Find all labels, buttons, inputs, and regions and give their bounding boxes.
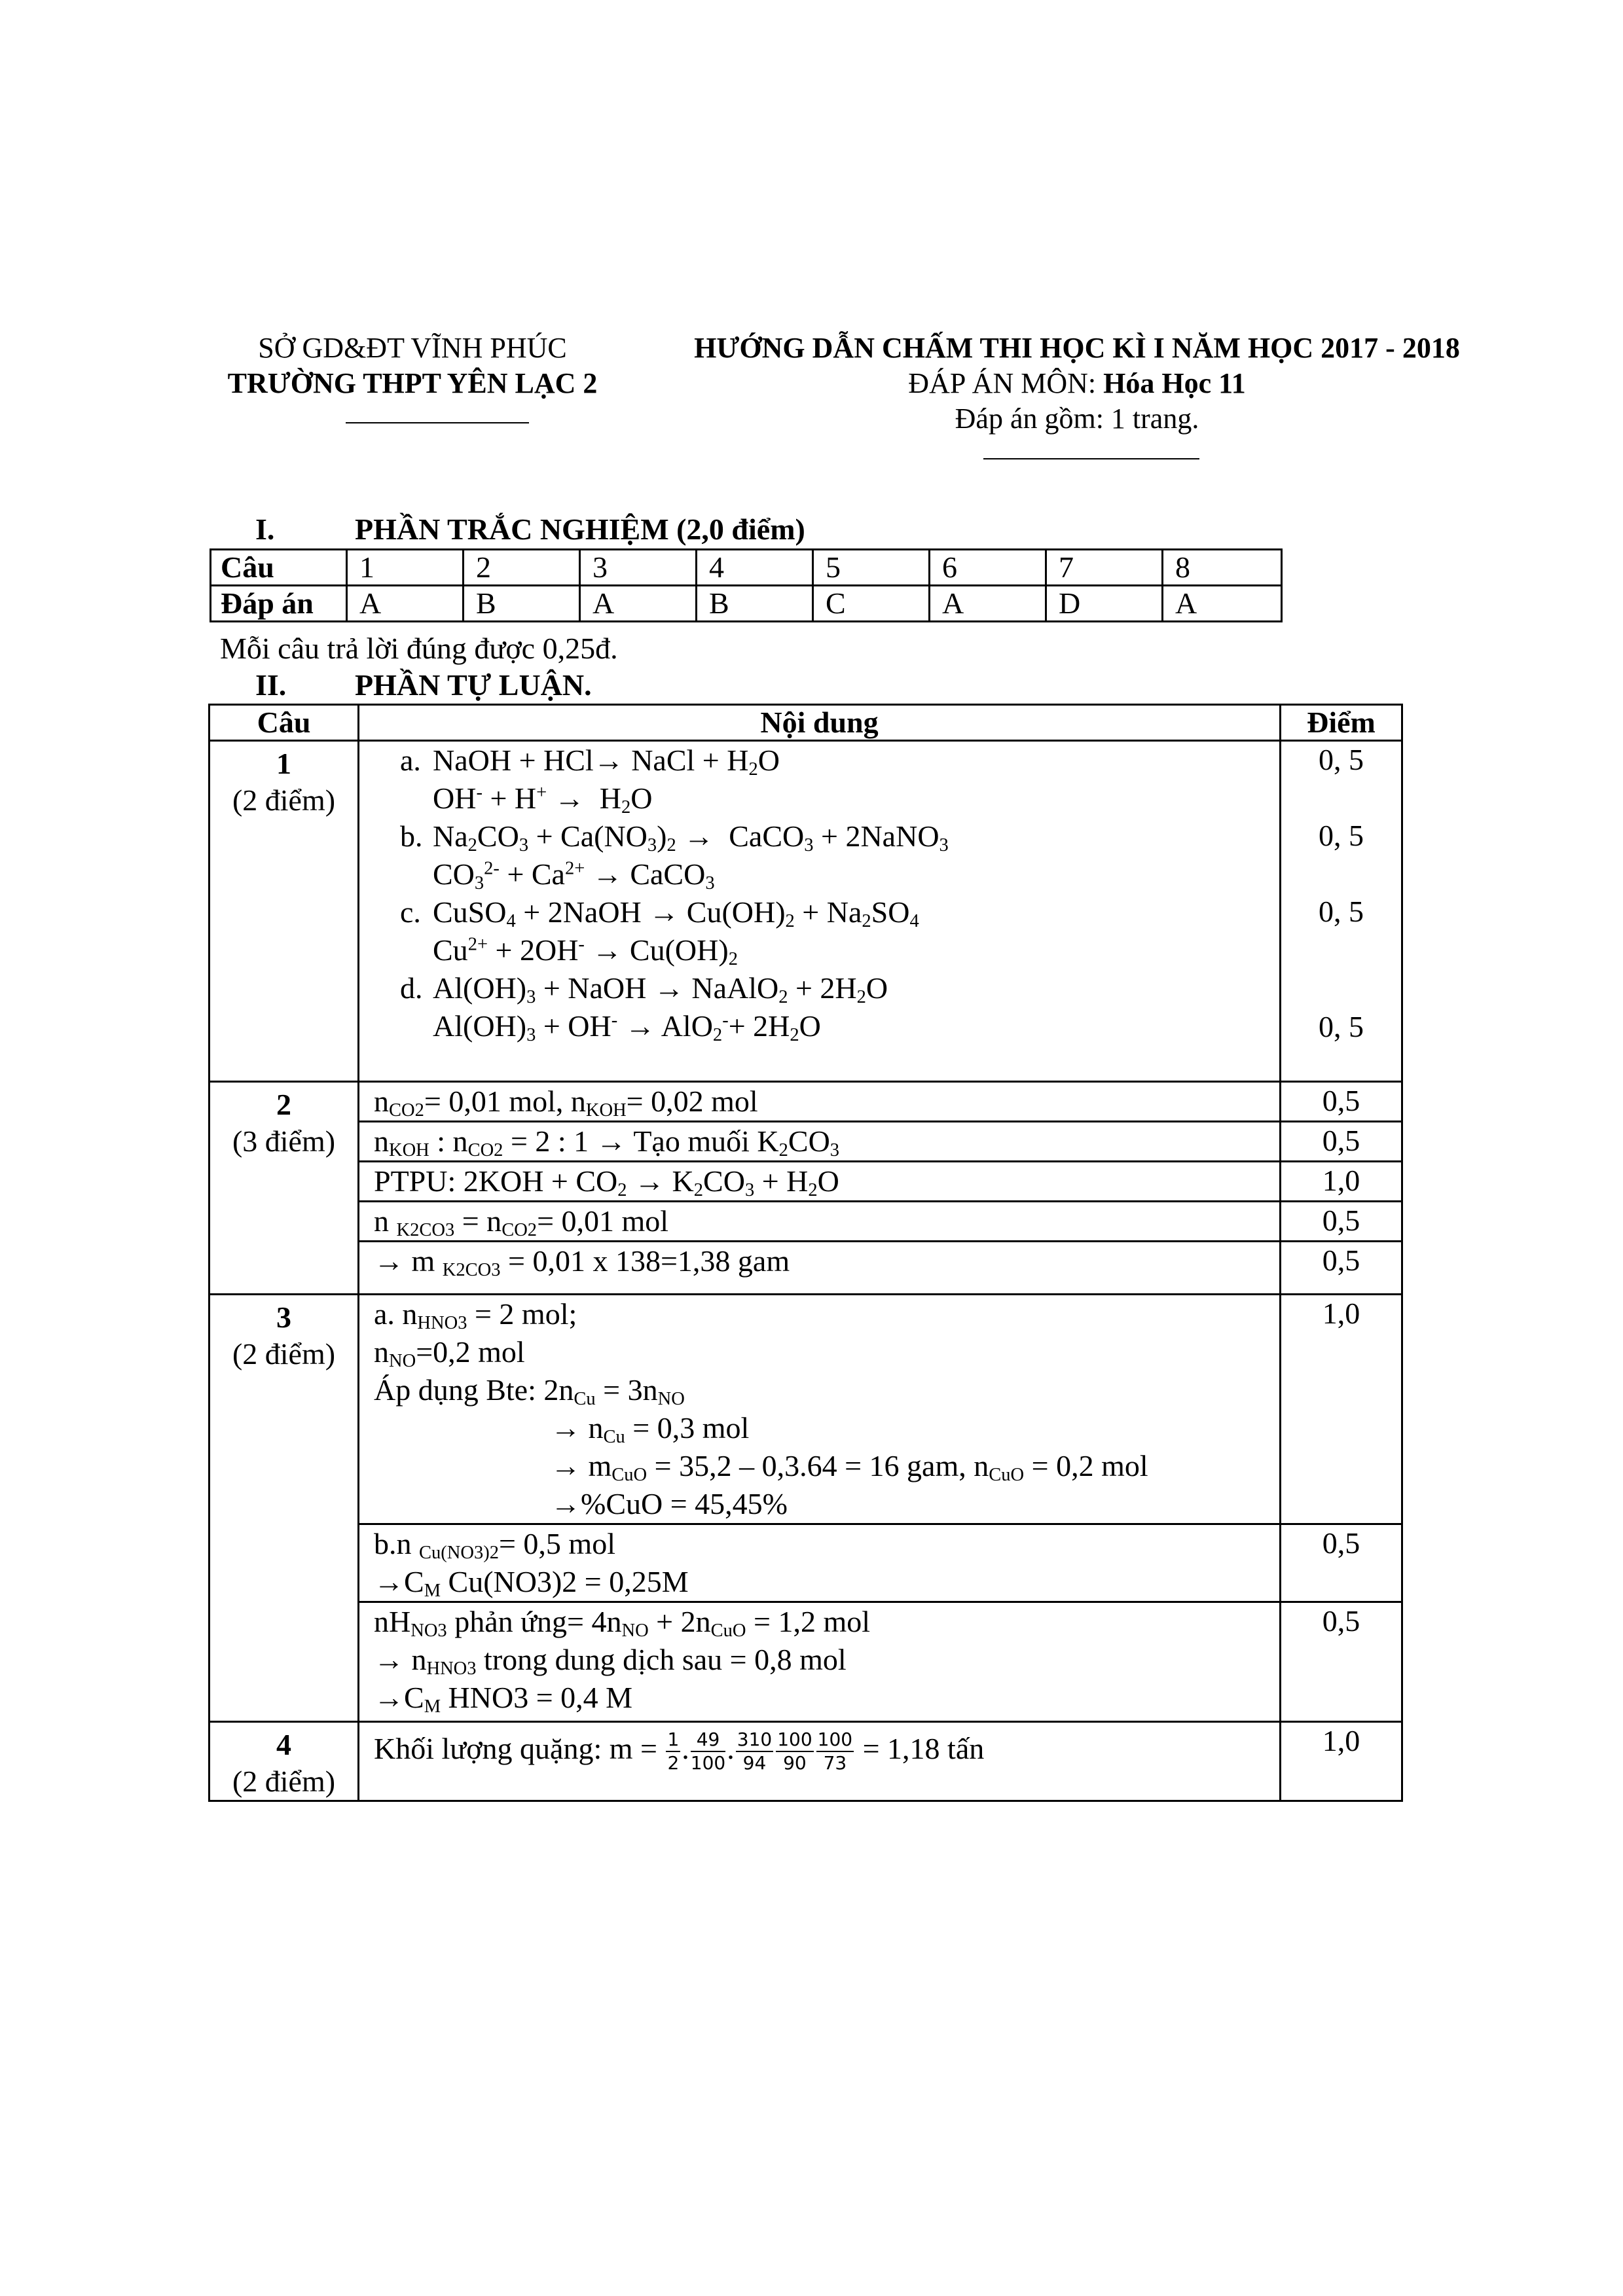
item-label: d. bbox=[400, 971, 423, 1005]
score: 1,0 bbox=[1281, 1162, 1402, 1202]
essay-answer-table bbox=[208, 704, 1403, 1802]
question-3-label bbox=[210, 1295, 359, 1722]
question-1-content bbox=[359, 741, 1281, 1082]
answer-3b: b.n $_{Cu(NO3)2}$= 0,5 mol $\to C_M$ Cu(NO3)2 = 0,25M bbox=[359, 1524, 1281, 1602]
mc-note: Mỗi câu trả lời đúng được 0,25đ. bbox=[220, 632, 618, 665]
section-1-title: PHẦN TRẮC NGHIỆM (2,0 điểm) bbox=[355, 512, 805, 546]
answer-1b: b. $Na_2CO_3 + Ca(NO_3)_2$ → CaCO$_3$ + 2NaNO$_3$ bbox=[374, 817, 1279, 855]
school-name: TRƯỜNG THPT YÊN LẠC 2 bbox=[227, 367, 598, 399]
mc-row-label: Đáp án bbox=[211, 586, 347, 622]
question-points: (3 điểm) bbox=[232, 1124, 336, 1158]
mc-question: 3 bbox=[580, 550, 697, 586]
page-count: Đáp án gồm: 1 trang. bbox=[955, 403, 1199, 435]
answer-1b-ionic: $CO_3^{2-} + Ca^{2+}$ → CaCO$_3$ bbox=[433, 857, 715, 894]
question-points: (2 điểm) bbox=[232, 1337, 336, 1371]
question-number: 2 bbox=[276, 1088, 291, 1121]
question-2-row-4 bbox=[210, 1202, 1402, 1242]
fraction: $\frac{100}{90}$ bbox=[777, 1729, 812, 1774]
question-3-row-3 bbox=[210, 1602, 1402, 1722]
fraction: $\frac{100}{73}$ bbox=[817, 1729, 853, 1774]
answer-1d-ionic: $Al(OH)_3 + OH^- \to AlO_2^-+ 2H_2O$ bbox=[433, 1009, 821, 1046]
mc-answer-row bbox=[211, 586, 1282, 622]
question-number: 3 bbox=[276, 1300, 291, 1334]
question-2-label bbox=[210, 1082, 359, 1295]
question-4-row bbox=[210, 1722, 1402, 1801]
answer-1a-ionic: $OH^- + H^+ \to H_2O$ bbox=[433, 781, 653, 818]
mc-answer: C bbox=[813, 586, 930, 622]
mc-question: 6 bbox=[930, 550, 1046, 586]
header-right-rule bbox=[983, 458, 1199, 459]
table-header-row bbox=[210, 705, 1402, 741]
answer-3c: $nH_{NO3}$ phản ứng= $4n_{NO} + 2n_{CuO} = 1,2$ mol → $n_{HNO3}$ trong dung dịch sau = 0,8 mol $\to C_M$ HNO3 = 0,4 M bbox=[359, 1602, 1281, 1722]
question-2-row-5 bbox=[210, 1242, 1402, 1295]
header-noi-dung: Nội dung bbox=[359, 705, 1281, 741]
answer-3a: a. $n_{HNO3} = 2$ mol; $n_{NO}=0,2$ mol Áp dụng Bte: $2n_{Cu} = 3n_{NO}$ → $n_{Cu} = 0,3$ mol → $m_{CuO} = 35,2 - 0,3.64 = 16$ gam, $n_{CuO} = 0,2$ mol →%CuO = 45,45% bbox=[359, 1295, 1281, 1524]
subject-name: Hóa Học 11 bbox=[1103, 367, 1246, 399]
mc-question: 1 bbox=[347, 550, 464, 586]
item-label: b. bbox=[400, 819, 423, 853]
item-label: c. bbox=[400, 895, 421, 929]
answer-1c-ionic: $Cu^{2+} + 2OH^- \to Cu(OH)_2$ bbox=[433, 933, 738, 970]
mc-question: 7 bbox=[1046, 550, 1163, 586]
mc-answer: D bbox=[1046, 586, 1163, 622]
score: 0,5 bbox=[1281, 1602, 1402, 1722]
answer-4: Khối lượng quặng: m = $\frac{1}{2}$ . $\frac{49}{100}$ . $\frac{310}{94}$ $\frac{100}{90}$ $\frac{100}{73}$ = 1,18 tấn bbox=[359, 1722, 1281, 1801]
score: 0, 5 bbox=[1319, 1010, 1364, 1043]
mc-answer: A bbox=[930, 586, 1046, 622]
exam-header bbox=[629, 331, 1525, 437]
fraction: $\frac{310}{94}$ bbox=[737, 1729, 773, 1774]
answer-1c: c. CuSO$_4$ + 2NaOH → $Cu(OH)_2 + Na_2SO_4$ bbox=[374, 893, 1279, 931]
subject-line bbox=[629, 366, 1525, 401]
answer-2-step: → m $_{K2CO3}$ = 0,01 x 138=1,38 gam bbox=[359, 1242, 1281, 1295]
question-2-row-2 bbox=[210, 1122, 1402, 1162]
section-2-title: PHẦN TỰ LUẬN. bbox=[355, 668, 592, 702]
score: 0,5 bbox=[1281, 1082, 1402, 1122]
school-header bbox=[216, 331, 609, 401]
answer-1d: d. $Al(OH)_3$ + NaOH → NaAlO$_2$ + $2H_2O$ bbox=[374, 969, 1279, 1007]
score: 0,5 bbox=[1281, 1122, 1402, 1162]
section-1-number: I. bbox=[255, 512, 275, 546]
mc-answer: B bbox=[464, 586, 580, 622]
score: 0, 5 bbox=[1319, 819, 1364, 852]
question-2-row-1 bbox=[210, 1082, 1402, 1122]
header-left-rule bbox=[346, 422, 529, 423]
score: 0,5 bbox=[1281, 1524, 1402, 1602]
header-diem: Điểm bbox=[1281, 705, 1402, 741]
question-1-row bbox=[210, 741, 1402, 1082]
mc-question: 4 bbox=[697, 550, 813, 586]
mc-answer: A bbox=[580, 586, 697, 622]
question-points: (2 điểm) bbox=[232, 1765, 336, 1798]
exam-title: HƯỚNG DẪN CHẤM THI HỌC KÌ I NĂM HỌC 2017 - 2018 bbox=[694, 332, 1460, 364]
mc-question: 8 bbox=[1163, 550, 1282, 586]
answer-2-step: $n_{KOH}$ : $n_{CO2} = 2$ : 1 → Tạo muối $K_2CO_3$ bbox=[359, 1122, 1281, 1162]
mc-answer: A bbox=[1163, 586, 1282, 622]
score: 0, 5 bbox=[1319, 895, 1364, 928]
answer-2-step: PTPU: $2KOH + CO_2 \to K_2CO_3 + H_2O$ bbox=[359, 1162, 1281, 1202]
score: 0, 5 bbox=[1319, 743, 1364, 776]
mc-answer: A bbox=[347, 586, 464, 622]
mc-question: 5 bbox=[813, 550, 930, 586]
question-4-label bbox=[210, 1722, 359, 1801]
question-3-row-1 bbox=[210, 1295, 1402, 1524]
department-name: SỞ GD&ĐT VĨNH PHÚC bbox=[258, 332, 567, 364]
mc-question: 2 bbox=[464, 550, 580, 586]
question-number: 4 bbox=[276, 1728, 291, 1761]
header-cau: Câu bbox=[210, 705, 359, 741]
question-2-row-3 bbox=[210, 1162, 1402, 1202]
question-points: (2 điểm) bbox=[232, 783, 336, 817]
fraction: $\frac{49}{100}$ bbox=[690, 1729, 726, 1774]
item-label: a. bbox=[400, 744, 421, 777]
section-2-number: II. bbox=[255, 668, 287, 702]
score: 1,0 bbox=[1281, 1295, 1402, 1524]
score: 0,5 bbox=[1281, 1202, 1402, 1242]
score: 1,0 bbox=[1281, 1722, 1402, 1801]
question-1-label bbox=[210, 741, 359, 1082]
mc-question-row bbox=[211, 550, 1282, 586]
question-number: 1 bbox=[276, 747, 291, 780]
answer-2-step: n $_{K2CO3} = n_{CO2}= 0,01$ mol bbox=[359, 1202, 1281, 1242]
question-3-row-2 bbox=[210, 1524, 1402, 1602]
fraction: $\frac{1}{2}$ bbox=[667, 1729, 680, 1774]
multiple-choice-table bbox=[210, 548, 1283, 622]
subject-prefix: ĐÁP ÁN MÔN: bbox=[908, 367, 1104, 399]
mc-row-label: Câu bbox=[211, 550, 347, 586]
question-1-scores bbox=[1281, 741, 1402, 1082]
answer-1a: a. NaOH + HCl→ NaCl + $H_2O$ bbox=[374, 742, 1279, 780]
mc-answer: B bbox=[697, 586, 813, 622]
score: 0,5 bbox=[1281, 1242, 1402, 1295]
answer-2-step: $n_{CO2}= 0,01$ mol, $n_{KOH}= 0,02$ mol bbox=[359, 1082, 1281, 1122]
